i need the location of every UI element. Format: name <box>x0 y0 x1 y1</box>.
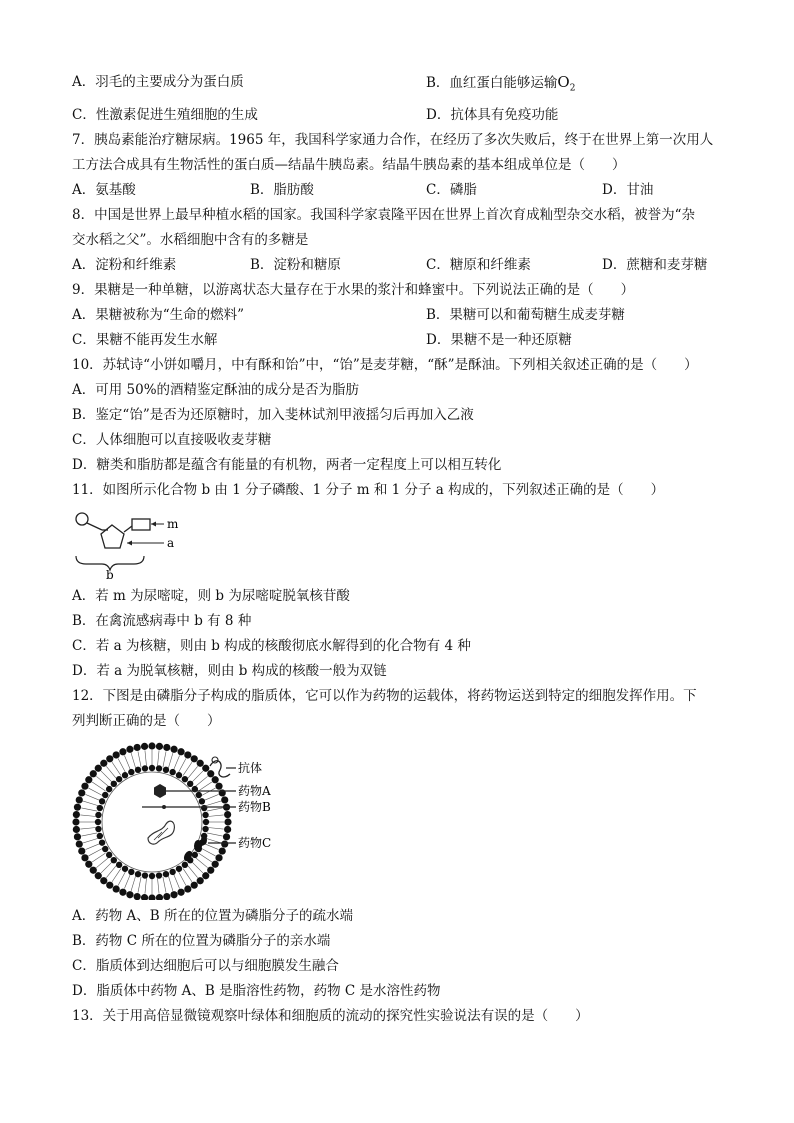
phospholipid-tail <box>204 843 219 849</box>
drug-c-shape <box>194 840 202 852</box>
phospholipid-head <box>163 767 169 773</box>
phospholipid-head <box>113 885 120 892</box>
phospholipid-tail <box>118 759 126 773</box>
phospholipid-head <box>106 882 113 889</box>
fig-label-drug-c: 药物C <box>238 836 272 850</box>
q6-option-c: C．性激素促进生殖细胞的生成 <box>72 107 258 123</box>
phospholipid-tail <box>85 843 100 849</box>
phospholipid-head <box>156 872 162 878</box>
phospholipid-head <box>219 789 226 796</box>
phospholipid-head <box>177 889 184 896</box>
phospholipid-head <box>119 889 126 896</box>
q9-option-c: C．果糖不能再发生水解 <box>72 332 218 348</box>
q12-option-b: B．药物 C 所在的位置为磷脂分子的亲水端 <box>72 933 331 949</box>
phospholipid-tail <box>96 858 108 868</box>
phospholipid-head <box>187 781 193 787</box>
phospholipid-tail <box>173 755 179 770</box>
phospholipid-head <box>202 812 208 818</box>
phospholipid-tail <box>204 794 219 800</box>
phospholipid-head <box>106 852 112 858</box>
phospholipid-head <box>106 786 112 792</box>
phospholipid-tail <box>163 751 166 767</box>
phospholipid-head <box>197 877 204 884</box>
phospholipid-head <box>95 812 101 818</box>
phospholipid-head <box>100 760 107 767</box>
phospholipid-head <box>116 776 122 782</box>
phospholipid-head <box>122 866 128 872</box>
phospholipid-tail <box>83 838 98 843</box>
phospholipid-head <box>148 742 155 749</box>
phospholipid-head <box>215 854 222 861</box>
phospholipid-head <box>163 871 169 877</box>
phospholipid-head <box>202 765 209 772</box>
phospholipid-head <box>78 847 85 854</box>
q7-option-c: C．磷脂 <box>426 182 477 198</box>
q6-option-b <box>426 72 575 99</box>
q6-option-a: A．羽毛的主要成分为蛋白质 <box>72 74 244 90</box>
phospholipid-tail <box>192 862 203 873</box>
phospholipid-head <box>141 894 148 900</box>
phospholipid-head <box>76 796 83 803</box>
phospholipid-tail <box>112 869 121 882</box>
phospholipid-head <box>156 743 163 750</box>
phospholipid-head <box>106 755 113 762</box>
phospholipid-head <box>90 770 97 777</box>
phospholipid-tail <box>208 815 224 817</box>
phospholipid-tail <box>80 827 96 829</box>
phospholipid-head <box>197 760 204 767</box>
phospholipid-head <box>134 744 141 751</box>
q8-option-c: C．糖原和纤维素 <box>426 257 531 273</box>
q11-stem: 11．如图所示化合物 b 由 1 分子磷酸、1 分子 m 和 1 分子 a 构成的，下列叙述正确的是（ ） <box>72 482 665 498</box>
q12-option-d: D．脂质体中药物 A、B 是脂溶性药物，药物 C 是水溶性药物 <box>72 983 441 999</box>
q11-option-b: B．在禽流感病毒中 b 有 8 种 <box>72 613 252 629</box>
fig-label-drug-a: 药物A <box>238 784 271 798</box>
phospholipid-head <box>156 765 162 771</box>
q7-option-d: D．甘油 <box>602 182 654 198</box>
phospholipid-head <box>85 776 92 783</box>
phospholipid-head <box>207 867 214 874</box>
phospholipid-tail <box>80 815 96 817</box>
phospholipid-tail <box>163 877 166 893</box>
phospholipid-tail <box>168 876 173 891</box>
q7-option-b: B．脂肪酸 <box>250 182 314 198</box>
phospholipid-tail <box>145 878 147 894</box>
phospholipid-head <box>176 772 182 778</box>
phospholipid-head <box>102 846 108 852</box>
q10-option-d: D．糖类和脂肪都是蕴含有能量的有机物，两者一定程度上可以相互转化 <box>72 457 502 473</box>
phospholipid-head <box>81 783 88 790</box>
phospholipid-head <box>191 882 198 889</box>
phospholipid-tail <box>131 753 136 768</box>
phospholipid-tail <box>138 751 141 767</box>
phospholipid-head <box>142 765 148 771</box>
phospholipid-head <box>182 862 188 868</box>
fig-label-drug-b: 药物B <box>238 800 271 814</box>
phospholipid-head <box>95 819 101 825</box>
phospholipid-tail <box>157 878 159 894</box>
q11-option-d: D．若 a 为脱氧核糖，则由 b 构成的核酸一般为双链 <box>72 663 387 679</box>
phospholipid-head <box>73 826 80 833</box>
q7-option-a: A．氨基酸 <box>72 182 136 198</box>
phospholipid-head <box>202 872 209 879</box>
phospholipid-tail <box>195 776 207 786</box>
phospholipid-tail <box>83 801 98 806</box>
phospholipid-tail <box>206 838 221 843</box>
phospholipid-head <box>202 826 208 832</box>
phospholipid-head <box>215 783 222 790</box>
q10-option-b: B．鉴定“饴”是否为还原糖时，加入斐林试剂甲液摇匀后再加入乙液 <box>72 407 474 423</box>
phospholipid-head <box>163 744 170 751</box>
q6-option-b-sub: 2 <box>569 83 576 94</box>
q7-stem-line1: 7．胰岛素能治疗糖尿病。1965 年，我国科学家通力合作，在经历了多次失败后，终于在世界上第一次用人 <box>72 132 714 148</box>
phospholipid-tail <box>201 848 215 856</box>
phospholipid-head <box>224 818 231 825</box>
phospholipid-tail <box>138 877 141 893</box>
phospholipid-head <box>182 776 188 782</box>
phospholipid-head <box>201 805 207 811</box>
phospholipid-head <box>116 862 122 868</box>
q12-option-a: A．药物 A、B 所在的位置为磷脂分子的疏水端 <box>72 908 354 924</box>
phospholipid-tail <box>201 788 215 796</box>
phospholipid-head <box>81 854 88 861</box>
phospholipid-tail <box>131 876 136 891</box>
phospholipid-head <box>76 840 83 847</box>
phospholipid-tail <box>106 766 116 778</box>
phospholipid-tail <box>85 794 100 800</box>
q8-stem-line1: 8．中国是世界上最早种植水稻的国家。我国科学家袁隆平因在世界上首次育成籼型杂交水稻，被誉为“杂 <box>72 207 695 223</box>
phospholipid-head <box>122 772 128 778</box>
phospholipid-head <box>156 894 163 900</box>
phospholipid-head <box>74 833 81 840</box>
phospholipid-head <box>99 798 105 804</box>
fig-label-antibody: 抗体 <box>238 761 263 775</box>
phospholipid-head <box>149 765 155 771</box>
phospholipid-head <box>85 861 92 868</box>
phospholipid-head <box>97 833 103 839</box>
phospholipid-tail <box>157 750 159 766</box>
phospholipid-head <box>212 861 219 868</box>
phospholipid-head <box>95 765 102 772</box>
phospholipid-head <box>126 746 133 753</box>
phospholipid-head <box>212 776 219 783</box>
q10-option-c: C．人体细胞可以直接吸收麦芽糖 <box>72 432 272 448</box>
phospholipid-head <box>72 818 79 825</box>
q9-option-a: A．果糖被称为“生命的燃料” <box>72 307 245 323</box>
phospholipid-tail <box>101 862 112 873</box>
phospholipid-head <box>223 833 230 840</box>
phospholipid-head <box>149 873 155 879</box>
phospholipid-tail <box>173 874 179 889</box>
phospholipid-tail <box>118 871 126 885</box>
phospholipid-head <box>176 866 182 872</box>
q12-stem-line2: 列判断正确的是（ ） <box>72 713 221 729</box>
q8-option-b: B．淀粉和糖原 <box>250 257 341 273</box>
phospholipid-head <box>170 746 177 753</box>
phospholipid-tail <box>81 808 97 811</box>
q11-option-c: C．若 a 为核糖，则由 b 构成的核酸彻底水解得到的化合物有 4 种 <box>72 638 471 654</box>
phospholipid-head <box>192 852 198 858</box>
phospholipid-head <box>224 811 231 818</box>
phospholipid-head <box>99 839 105 845</box>
phospholipid-tail <box>188 766 198 778</box>
phospholipid-head <box>196 792 202 798</box>
phospholipid-head <box>111 781 117 787</box>
phospholipid-head <box>97 805 103 811</box>
phospholipid-tail <box>89 848 103 856</box>
phospholipid-tail <box>192 771 203 782</box>
phospholipid-head <box>203 819 209 825</box>
phospholipid-head <box>119 748 126 755</box>
fig-label-a: a <box>167 536 175 550</box>
phospholipid-head <box>128 769 134 775</box>
q10-stem: 10．苏轼诗“小饼如嚼月，中有酥和饴”中，“饴”是麦芽糖，“酥”是酥油。下列相关叙述正确的是（ ） <box>72 357 698 373</box>
phospholipid-head <box>100 877 107 884</box>
phospholipid-tail <box>92 853 105 862</box>
phospholipid-tail <box>106 865 116 877</box>
q11-option-a: A．若 m 为尿嘧啶，则 b 为尿嘧啶脱氧核苷酸 <box>72 588 350 604</box>
phospholipid-head <box>78 789 85 796</box>
phospholipid-head <box>199 798 205 804</box>
phospholipid-head <box>90 867 97 874</box>
phospholipid-head <box>184 751 191 758</box>
phospholipid-tail <box>199 853 212 862</box>
phospholipid-head <box>224 826 231 833</box>
q12-option-c: C．脂质体到达细胞后可以与细胞膜发生融合 <box>72 958 339 974</box>
phospholipid-head <box>207 770 214 777</box>
phospholipid-tail <box>92 782 105 791</box>
phospholipid-head <box>95 872 102 879</box>
phospholipid-tail <box>89 788 103 796</box>
phospholipid-tail <box>183 762 192 775</box>
phospholipid-tail <box>124 755 130 770</box>
phospholipid-tail <box>207 808 223 811</box>
phospholipid-tail <box>195 858 207 868</box>
phospholipid-head <box>148 894 155 900</box>
phospholipid-head <box>142 872 148 878</box>
phospholipid-head <box>95 826 101 832</box>
phospholipid-tail <box>207 833 223 836</box>
phospholipid-head <box>191 755 198 762</box>
phospholipid-head <box>134 893 141 900</box>
phospholipid-tail <box>178 759 186 773</box>
q7-stem-line2: 工方法合成具有生物活性的蛋白质—结晶牛胰岛素。结晶牛胰岛素的基本组成单位是（ ） <box>72 157 626 173</box>
phospholipid-head <box>170 891 177 898</box>
phospholipid-head <box>126 891 133 898</box>
phospholipid-head <box>163 893 170 900</box>
phospholipid-head <box>141 743 148 750</box>
q12-stem-line1: 12．下图是由磷脂分子构成的脂质体，它可以作为药物的运载体，将药物运送到特定的细胞发挥作用。下 <box>72 688 697 704</box>
nucleotide-figure <box>72 508 202 580</box>
q8-option-a: A．淀粉和纤维素 <box>72 257 177 273</box>
q9-option-d: D．果糖不是一种还原糖 <box>426 332 572 348</box>
q8-stem-line2: 交水稻之父”。水稻细胞中含有的多糖是 <box>72 232 309 248</box>
phospholipid-head <box>128 869 134 875</box>
phospholipid-tail <box>188 865 198 877</box>
q8-option-d: D．蔗糖和麦芽糖 <box>602 257 708 273</box>
phospholipid-head <box>102 792 108 798</box>
phospholipid-head <box>221 840 228 847</box>
phospholipid-head <box>135 871 141 877</box>
q6-option-d: D．抗体具有免疫功能 <box>426 107 559 123</box>
phospholipid-head <box>219 847 226 854</box>
phospholipid-tail <box>112 762 121 775</box>
phospholipid-head <box>184 885 191 892</box>
phospholipid-head <box>113 751 120 758</box>
phospholipid-head <box>169 769 175 775</box>
q10-option-a: A．可用 50%的酒精鉴定酥油的成分是否为脂肪 <box>72 382 360 398</box>
phospholipid-tail <box>96 776 108 786</box>
phospholipid-tail <box>208 827 224 829</box>
phospholipid-tail <box>199 782 212 791</box>
q6-option-b-chem: O <box>557 73 570 91</box>
q6-option-b-text: B．血红蛋白能够运输 <box>426 75 558 91</box>
phospholipid-tail <box>168 753 173 768</box>
phospholipid-head <box>169 869 175 875</box>
phospholipid-tail <box>183 869 192 882</box>
phospholipid-tail <box>145 750 147 766</box>
q9-option-b: B．果糖可以和葡萄糖生成麦芽糖 <box>426 307 625 323</box>
phospholipid-head <box>221 796 228 803</box>
phospholipid-tail <box>206 801 221 806</box>
phospholipid-head <box>177 748 184 755</box>
q13-stem: 13．关于用高倍显微镜观察叶绿体和细胞质的流动的探究性实验说法有误的是（ ） <box>72 1008 589 1024</box>
q9-stem: 9．果糖是一种单糖，以游离状态大量存在于水果的浆汁和蜂蜜中。下列说法正确的是（ ） <box>72 282 635 298</box>
phospholipid-head <box>135 767 141 773</box>
phospholipid-head <box>74 804 81 811</box>
phospholipid-head <box>111 857 117 863</box>
fig-label-m: m <box>167 517 179 531</box>
liposome-figure <box>70 740 300 900</box>
phospholipid-tail <box>124 874 130 889</box>
fig-label-b: b <box>106 568 114 580</box>
phospholipid-tail <box>101 771 112 782</box>
phospholipid-tail <box>178 871 186 885</box>
phospholipid-head <box>73 811 80 818</box>
phospholipid-tail <box>81 833 97 836</box>
